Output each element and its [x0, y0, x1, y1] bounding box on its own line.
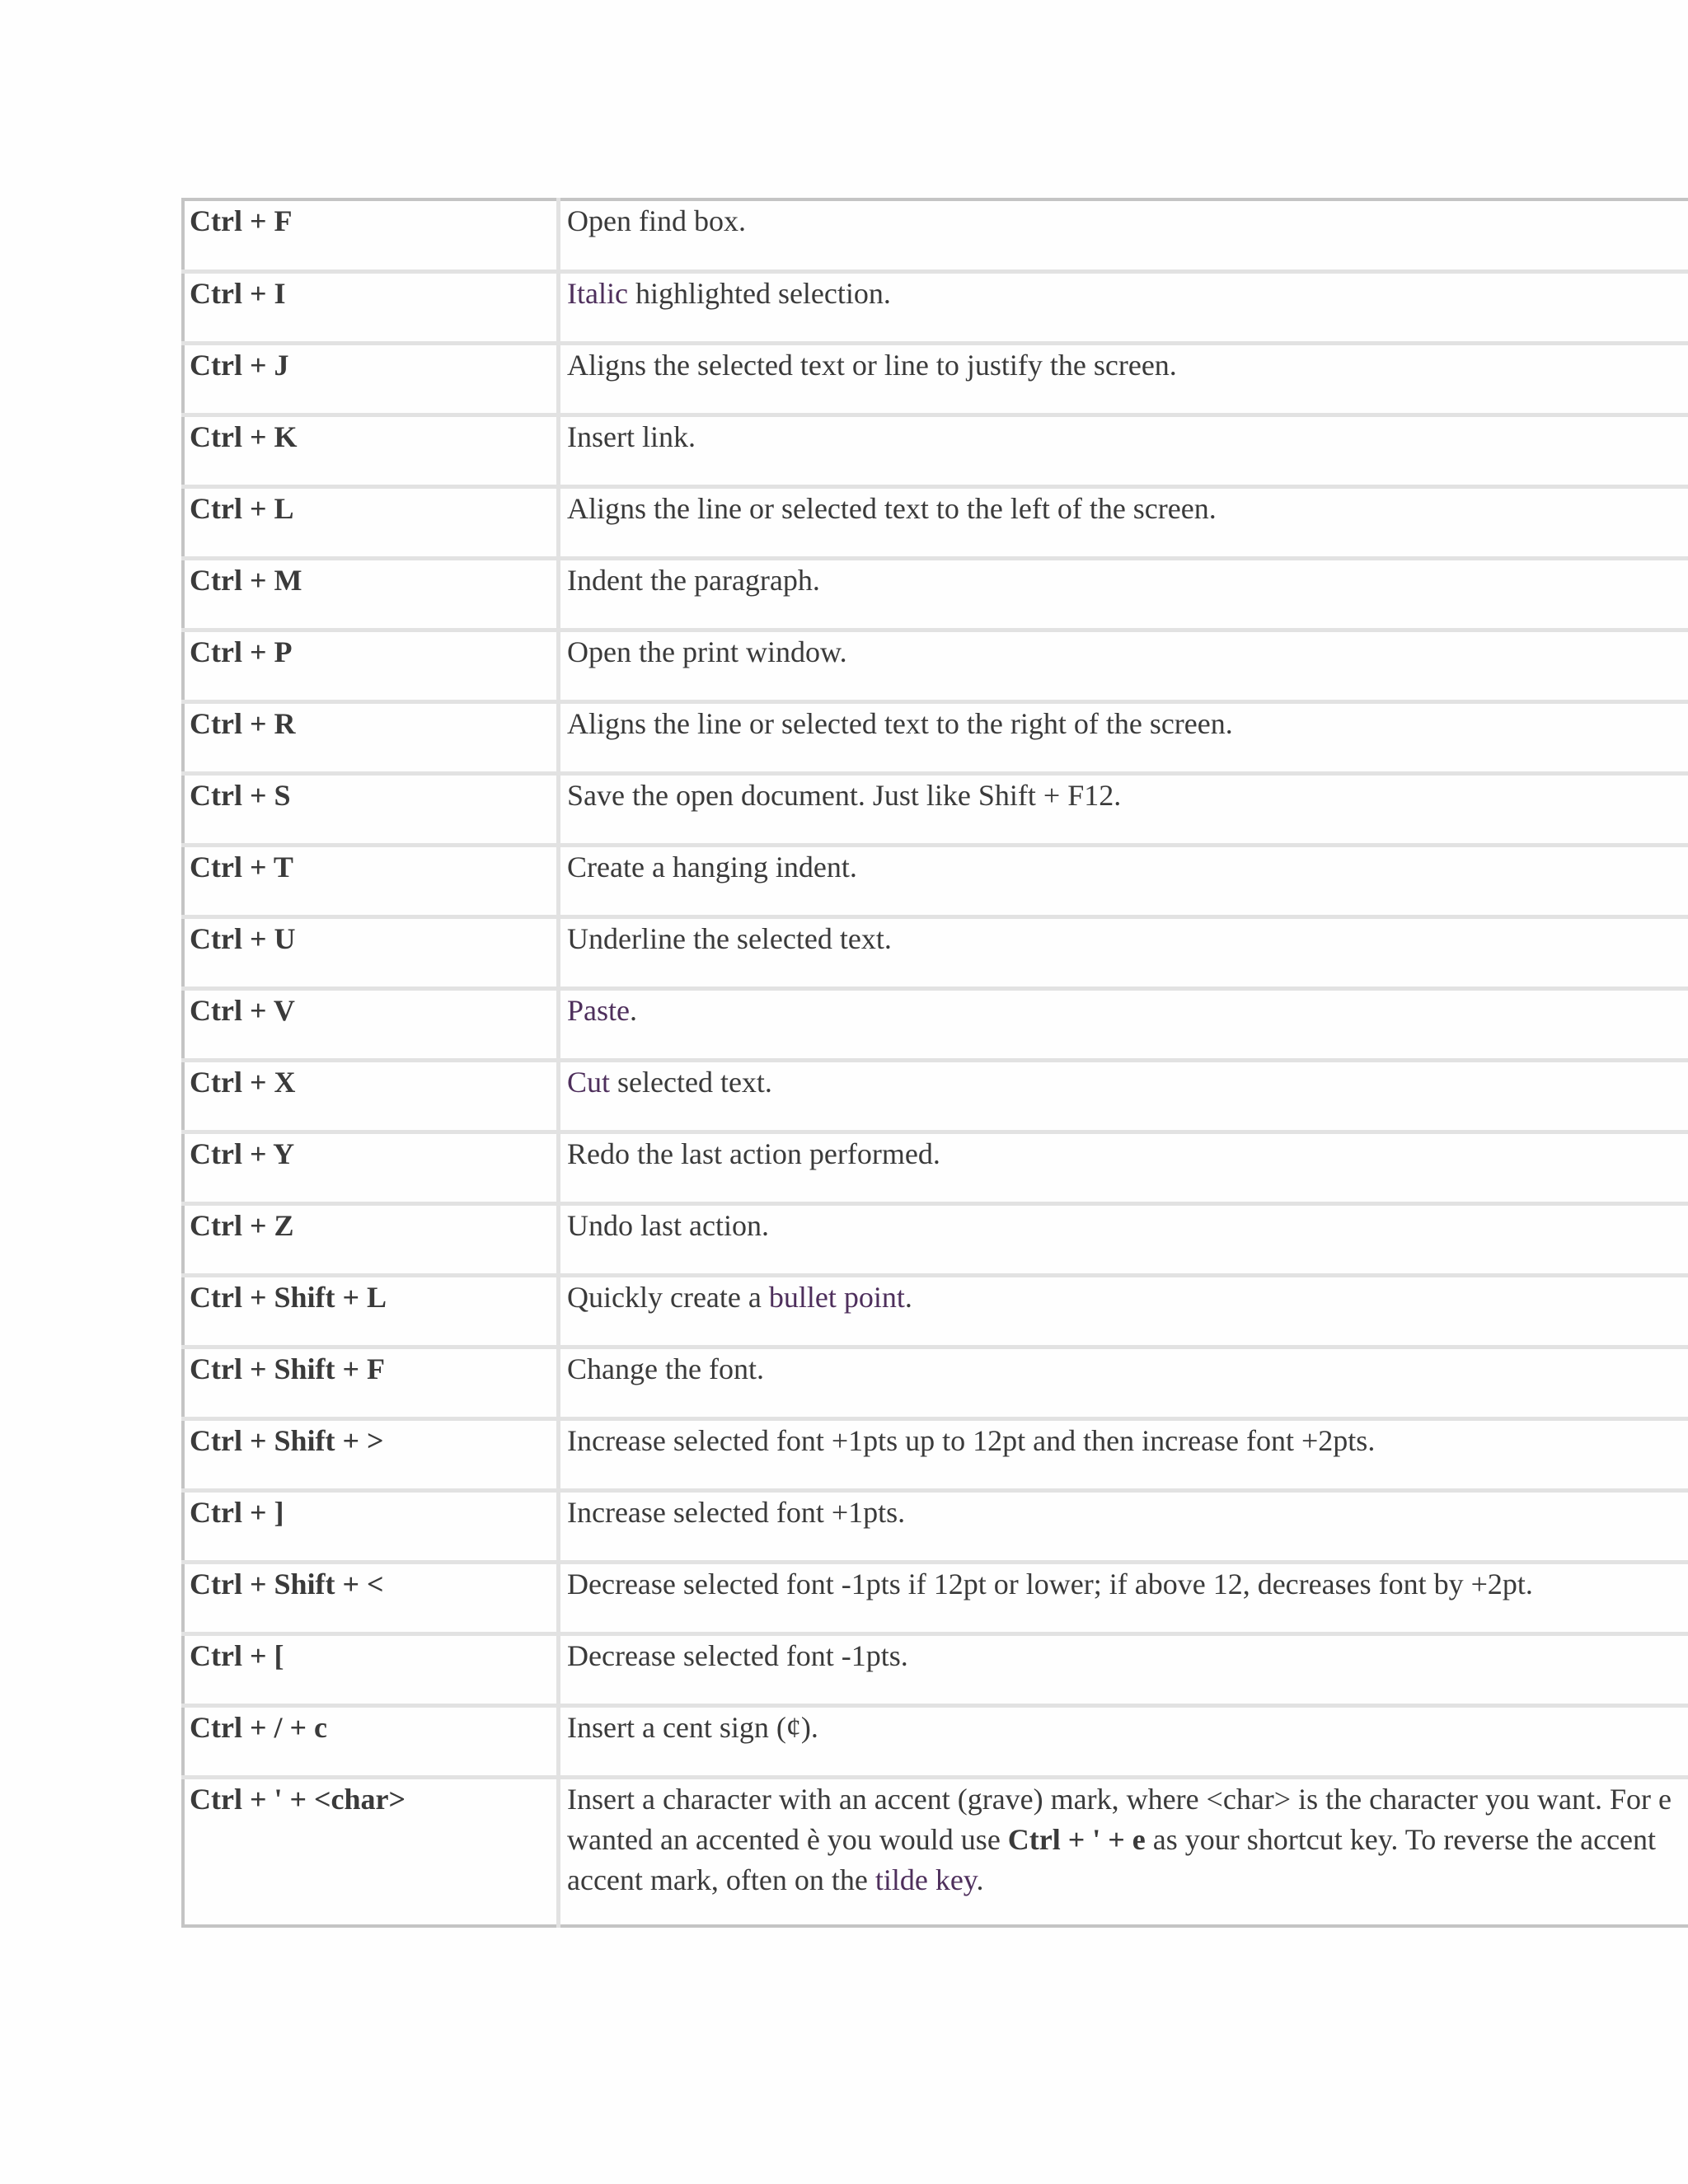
shortcut-description: Insert a cent sign (¢). — [559, 1705, 1688, 1777]
shortcut-key: Ctrl + S — [183, 773, 559, 845]
cut-link[interactable]: Cut — [567, 1065, 611, 1099]
description-text: selected text. — [610, 1065, 772, 1099]
shortcut-description: Indent the paragraph. — [559, 558, 1688, 630]
table-row — [183, 845, 1688, 916]
shortcut-description — [559, 271, 1688, 343]
table-row — [183, 1347, 1688, 1418]
shortcut-key: Ctrl + I — [183, 271, 559, 343]
shortcut-description: Aligns the selected text or line to justify the screen. — [559, 343, 1688, 415]
table-row — [183, 630, 1688, 701]
shortcut-description: Aligns the line or selected text to the left of the screen. — [559, 486, 1688, 558]
shortcut-description — [559, 1275, 1688, 1347]
shortcut-description: Decrease selected font -1pts if 12pt or lower; if above 12, decreases font by +2pt. — [559, 1562, 1688, 1633]
table-row — [183, 343, 1688, 415]
table-row — [183, 1633, 1688, 1705]
italic-link[interactable]: Italic — [567, 276, 628, 310]
shortcut-description: Aligns the line or selected text to the right of the screen. — [559, 701, 1688, 773]
table-row — [183, 1562, 1688, 1633]
table-row — [183, 558, 1688, 630]
paste-link[interactable]: Paste — [567, 993, 630, 1027]
table-row — [183, 1275, 1688, 1347]
shortcut-description: Redo the last action performed. — [559, 1132, 1688, 1203]
shortcut-description: Save the open document. Just like Shift + F12. — [559, 773, 1688, 845]
shortcut-description: Open the print window. — [559, 630, 1688, 701]
shortcut-description: Increase selected font +1pts. — [559, 1490, 1688, 1562]
shortcut-key: Ctrl + Z — [183, 1203, 559, 1275]
shortcut-description: Decrease selected font -1pts. — [559, 1633, 1688, 1705]
shortcut-key: Ctrl + J — [183, 343, 559, 415]
shortcut-description: Increase selected font +1pts up to 12pt and then increase font +2pts. — [559, 1418, 1688, 1490]
shortcut-description: Insert link. — [559, 415, 1688, 486]
shortcut-description — [559, 1060, 1688, 1132]
table-row — [183, 1418, 1688, 1490]
description-text: . — [630, 993, 637, 1027]
shortcut-table — [181, 198, 1688, 1928]
shortcut-key: Ctrl + V — [183, 988, 559, 1060]
description-text: . — [976, 1863, 984, 1896]
shortcut-key: Ctrl + U — [183, 916, 559, 988]
table-row — [183, 916, 1688, 988]
table-row — [183, 773, 1688, 845]
table-row — [183, 1705, 1688, 1777]
shortcut-description: Create a hanging indent. — [559, 845, 1688, 916]
table-row — [183, 1203, 1688, 1275]
shortcut-key: Ctrl + K — [183, 415, 559, 486]
shortcut-key: Ctrl + ] — [183, 1490, 559, 1562]
shortcut-description: Undo last action. — [559, 1203, 1688, 1275]
shortcut-description: Underline the selected text. — [559, 916, 1688, 988]
shortcut-key: Ctrl + R — [183, 701, 559, 773]
shortcut-key: Ctrl + P — [183, 630, 559, 701]
shortcut-description: Open find box. — [559, 199, 1688, 271]
shortcut-key: Ctrl + Shift + > — [183, 1418, 559, 1490]
table-row — [183, 1777, 1688, 1926]
table-row — [183, 988, 1688, 1060]
shortcut-key: Ctrl + T — [183, 845, 559, 916]
shortcut-key: Ctrl + Y — [183, 1132, 559, 1203]
bullet-point-link[interactable]: bullet point — [768, 1280, 905, 1314]
shortcut-key: Ctrl + X — [183, 1060, 559, 1132]
shortcut-description — [559, 988, 1688, 1060]
shortcut-key: Ctrl + M — [183, 558, 559, 630]
table-row — [183, 1060, 1688, 1132]
shortcut-key: Ctrl + [ — [183, 1633, 559, 1705]
description-text: accent mark, often on the — [567, 1863, 875, 1896]
description-text: as your shortcut key. To reverse the accent — [1145, 1822, 1657, 1856]
table-row — [183, 701, 1688, 773]
shortcut-description: Change the font. — [559, 1347, 1688, 1418]
table-row — [183, 486, 1688, 558]
table-row — [183, 199, 1688, 271]
description-text: highlighted selection. — [627, 276, 891, 310]
shortcut-inline-bold: Ctrl + ' + e — [1007, 1822, 1146, 1856]
table-row — [183, 415, 1688, 486]
shortcut-key: Ctrl + Shift + < — [183, 1562, 559, 1633]
description-text: Quickly create a — [567, 1280, 769, 1314]
description-line — [567, 1860, 1688, 1900]
shortcut-key: Ctrl + Shift + L — [183, 1275, 559, 1347]
shortcut-key: Ctrl + ' + <char> — [183, 1777, 559, 1926]
shortcut-key: Ctrl + Shift + F — [183, 1347, 559, 1418]
table-row — [183, 271, 1688, 343]
table-row — [183, 1132, 1688, 1203]
description-text: wanted an accented è you would use — [567, 1822, 1008, 1856]
description-text: . — [904, 1280, 912, 1314]
shortcut-description — [559, 1777, 1688, 1926]
tilde-key-link[interactable]: tilde key — [874, 1863, 977, 1896]
shortcut-key: Ctrl + F — [183, 199, 559, 271]
description-line — [567, 1820, 1688, 1860]
shortcut-key: Ctrl + / + c — [183, 1705, 559, 1777]
table-row — [183, 1490, 1688, 1562]
description-line: Insert a character with an accent (grave) mark, where <char> is the character you want. For e — [567, 1782, 1672, 1816]
shortcut-key: Ctrl + L — [183, 486, 559, 558]
